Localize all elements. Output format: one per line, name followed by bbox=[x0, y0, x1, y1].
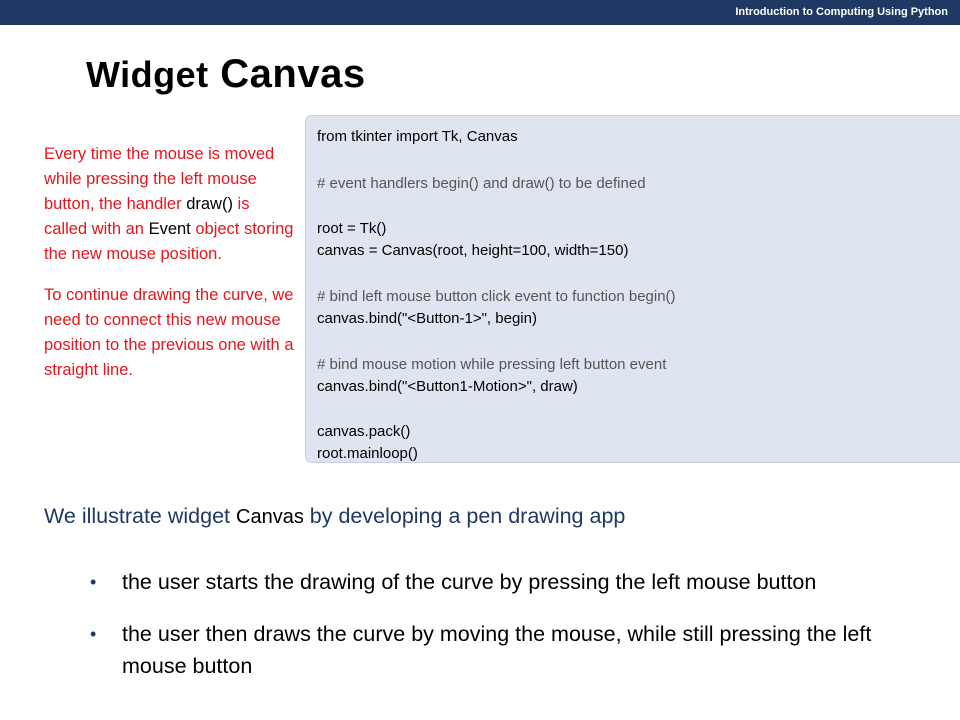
title-word-canvas: Canvas bbox=[220, 52, 366, 96]
code-line: canvas.bind("<Button1-Motion>", draw) bbox=[317, 378, 578, 395]
header-bar bbox=[0, 0, 960, 25]
code-comment: # bind left mouse button click event to function begin() bbox=[317, 288, 676, 305]
course-title: Introduction to Computing Using Python bbox=[735, 6, 948, 18]
note-text: is called with an bbox=[44, 195, 250, 238]
code-line: canvas = Canvas(root, height=100, width=150) bbox=[317, 242, 629, 259]
bullet-text: the user then draws the curve by moving the mouse, while still pressing the left mouse button bbox=[122, 622, 872, 678]
bullet-item bbox=[86, 618, 916, 682]
note-paragraph-2: To continue drawing the curve, we need to connect this new mouse position to the previous one with a straight line. bbox=[44, 286, 294, 379]
lead-code-canvas: Canvas bbox=[236, 506, 304, 528]
note-text: object storing the new mouse position. bbox=[44, 220, 294, 263]
bullet-dot-icon: • bbox=[90, 572, 97, 592]
code-line: root = Tk() bbox=[317, 220, 387, 237]
note-code-draw: draw() bbox=[186, 195, 233, 213]
code-line: root.mainloop() bbox=[317, 445, 418, 462]
bullet-list bbox=[86, 566, 916, 702]
bullet-text: the user starts the drawing of the curve by pressing the left mouse button bbox=[122, 570, 817, 594]
bullet-item bbox=[86, 566, 916, 598]
lead-text: We illustrate widget bbox=[44, 504, 236, 528]
note-text: Every time the mouse is moved while pressing the left mouse button, the handler bbox=[44, 145, 275, 213]
note-paragraph-1 bbox=[44, 142, 296, 267]
code-line: canvas.bind("<Button-1>", begin) bbox=[317, 310, 537, 327]
code-line: from tkinter import Tk, Canvas bbox=[317, 128, 518, 145]
code-comment: # event handlers begin() and draw() to be defined bbox=[317, 175, 646, 192]
code-line: canvas.pack() bbox=[317, 423, 411, 440]
lead-sentence bbox=[44, 504, 625, 529]
side-notes bbox=[44, 142, 296, 399]
title-word-widget: Widget bbox=[86, 54, 209, 95]
code-box bbox=[306, 116, 960, 462]
lead-text: by developing a pen drawing app bbox=[303, 504, 626, 528]
bullet-dot-icon: • bbox=[90, 624, 97, 644]
code-comment: # bind mouse motion while pressing left button event bbox=[317, 356, 667, 373]
note-code-event: Event bbox=[148, 220, 191, 238]
slide-title bbox=[86, 52, 366, 97]
